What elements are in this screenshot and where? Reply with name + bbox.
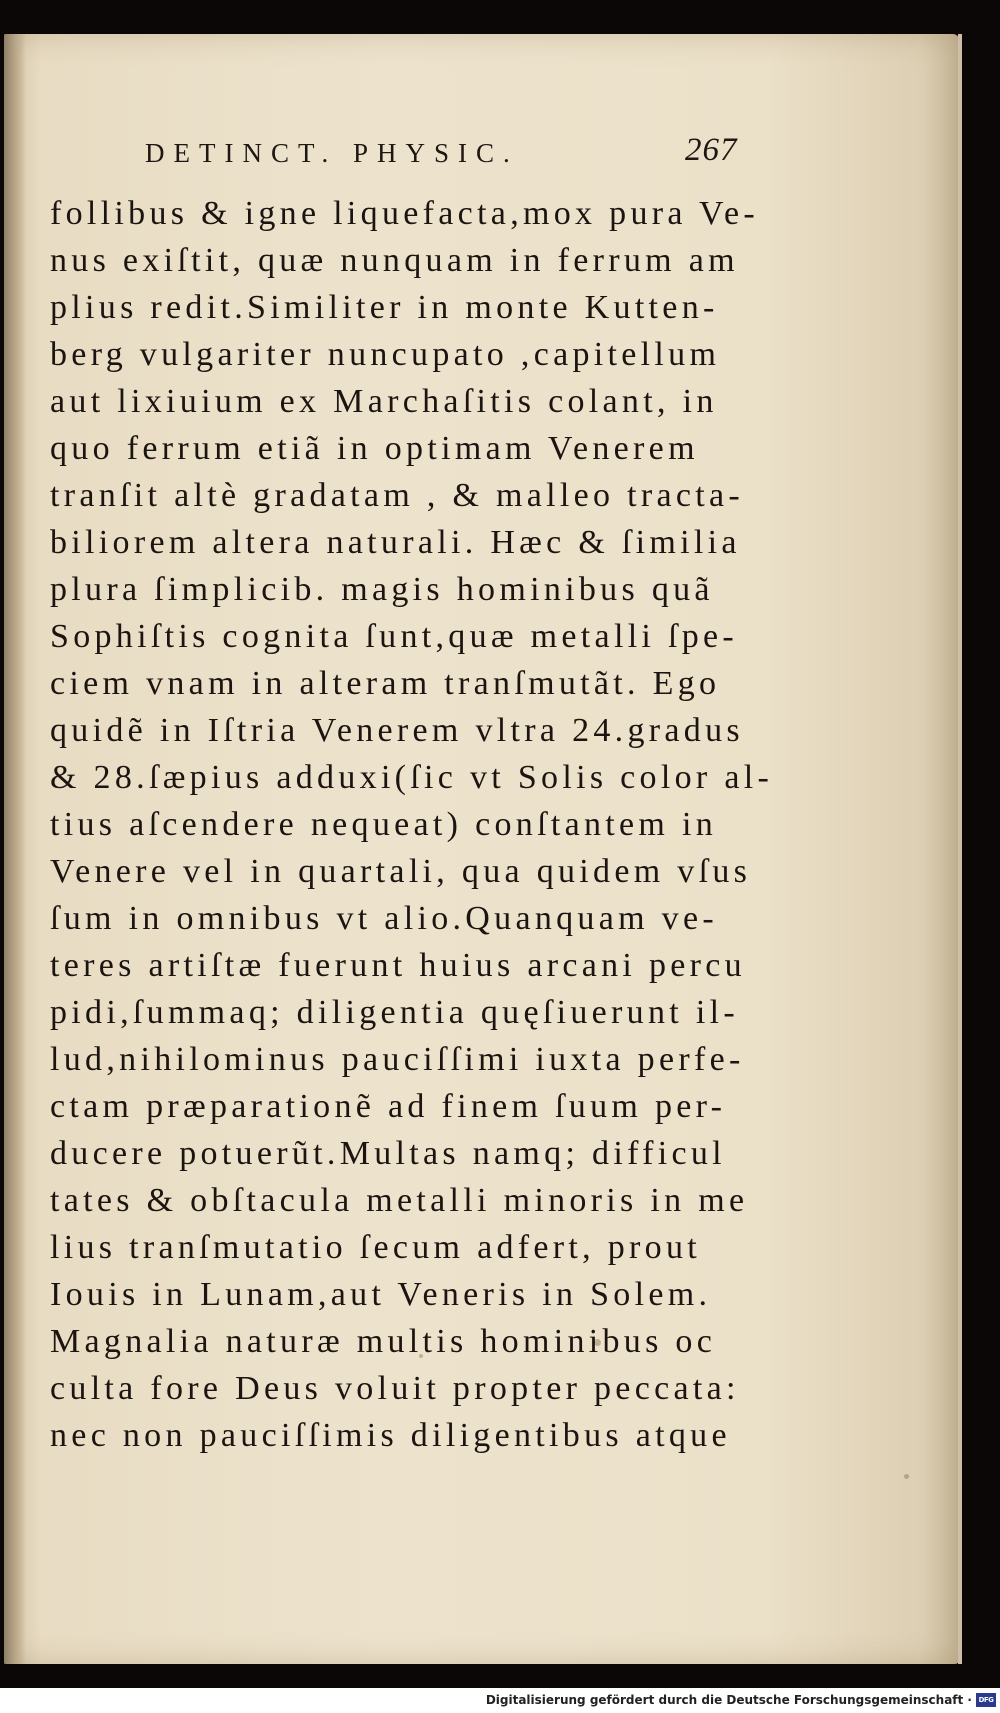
text-line: ciem vnam in alteram tranſmutãt. Ego [50, 665, 721, 702]
text-line: Venere vel in quartali, qua quidem vſus [50, 853, 752, 890]
footer-bar [0, 1688, 1000, 1713]
text-line: Magnalia naturæ multis hominibus oc [50, 1323, 717, 1360]
text-line: ſum in omnibus vt alio.Quanquam ve- [50, 900, 718, 937]
text-line: biliorem altera naturali. Hæc & ſimilia [50, 524, 741, 561]
text-line: Sophiſtis cognita ſunt,quæ metalli ſpe- [50, 618, 739, 655]
text-line: aut lixiuium ex Marchaſitis colant, in [50, 383, 718, 420]
text-line: plius redit.Similiter in monte Kutten- [50, 289, 719, 326]
text-line: quidẽ in Iſtria Venerem vltra 24.gradus [50, 712, 744, 749]
dfg-logo-icon: DFG [976, 1693, 996, 1707]
text-line: nec non pauciſſimis diligentibus atque [50, 1417, 731, 1454]
text-line: tius aſcendere nequeat) conſtantem in [50, 806, 717, 843]
text-line: quo ferrum etiã in optimam Venerem [50, 430, 699, 467]
paper-blemish [904, 1474, 909, 1479]
page-edge [958, 34, 962, 1664]
text-line: culta fore Deus voluit propter peccata: [50, 1370, 740, 1407]
text-line: lius tranſmutatio ſecum adfert, prout [50, 1229, 702, 1266]
text-line: lud,nihilominus pauciſſimi iuxta perfe- [50, 1041, 745, 1078]
running-head-title: DETINCT. PHYSIC. [145, 138, 519, 168]
page-gutter-shadow [4, 34, 26, 1664]
text-line: follibus & igne liquefacta,mox pura Ve- [50, 195, 760, 232]
text-line: Iouis in Lunam,aut Veneris in Solem. [50, 1276, 712, 1313]
text-line: berg vulgariter nuncupato ,capitellum [50, 336, 721, 373]
running-head [145, 132, 785, 178]
page-number: 267 [685, 132, 738, 168]
text-line: tates & obſtacula metalli minoris in me [50, 1182, 749, 1219]
text-line: ducere potuerũt.Multas namq; difficul [50, 1135, 726, 1172]
text-line: pidi,ſummaq; diligentia quęſiuerunt il- [50, 994, 739, 1031]
text-line: nus exiſtit, quæ nunquam in ferrum am [50, 242, 739, 279]
body-text [50, 190, 780, 1459]
text-line: ctam præparationẽ ad finem ſuum per- [50, 1088, 727, 1125]
funding-credit: Digitalisierung gefördert durch die Deutsche Forschungsgemeinschaft · [485, 1693, 972, 1707]
text-line: & 28.ſæpius adduxi(ſic vt Solis color al- [50, 759, 774, 796]
text-line: teres artiſtæ fuerunt huius arcani percu [50, 947, 746, 984]
text-line: tranſit altè gradatam , & malleo tracta- [50, 477, 745, 514]
text-line: plura ſimplicib. magis hominibus quã [50, 571, 714, 608]
